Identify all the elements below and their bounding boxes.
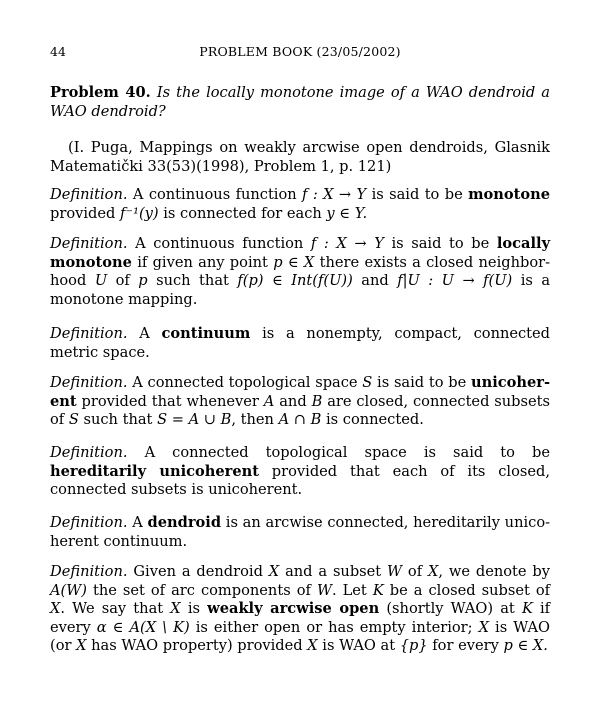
math: X: [170, 600, 181, 618]
math: W: [316, 581, 332, 599]
text: of: [407, 563, 423, 580]
text: A continuous function: [132, 186, 297, 203]
text: is either open or has empty interior;: [195, 618, 473, 636]
text: is WAO (or: [50, 618, 550, 655]
problem-question: Is the locally monotone image of a WAO dendroid a WAO dendroid?: [50, 84, 550, 120]
defined-term: monotone: [50, 253, 132, 271]
text: , then: [231, 411, 274, 429]
definition-label: Definition.: [50, 514, 128, 531]
text: if every: [50, 600, 551, 636]
problem-label: Problem 40.: [50, 84, 151, 101]
text: (shortly WAO) at: [386, 600, 515, 618]
math: p ∈ X: [273, 253, 315, 271]
definition-unicoherent: [50, 374, 550, 430]
text: be a closed subset of: [389, 581, 551, 599]
text: is an arcwise connected, hereditarily unico-herent continuum.: [50, 514, 551, 550]
text: is said to be: [371, 186, 463, 203]
math: f⁻¹(y): [119, 204, 159, 222]
defined-term: weakly arcwise open: [207, 600, 380, 618]
math: B: [311, 392, 323, 410]
math: A: [263, 392, 275, 410]
definition-label: Definition.: [50, 235, 128, 252]
math: K: [372, 581, 384, 599]
math: X: [428, 563, 439, 580]
text: A continuous function: [135, 235, 304, 252]
text: such that: [83, 411, 153, 429]
text: is connected.: [325, 411, 424, 429]
text: if given any point: [137, 253, 268, 271]
defined-term: locally: [496, 235, 551, 252]
definition-label: Definition.: [50, 563, 128, 580]
page-header: [50, 43, 550, 61]
text: for every: [432, 637, 499, 655]
defined-term: dendroid: [147, 514, 222, 531]
text: provided that whenever: [81, 392, 259, 410]
math: X: [478, 618, 489, 636]
math: S = A ∪ B: [157, 411, 232, 429]
text: A: [139, 325, 150, 342]
definition-continuum: [50, 325, 550, 362]
text: is WAO at: [322, 637, 396, 655]
text: is connected for each: [163, 204, 322, 222]
math: W: [387, 563, 403, 580]
math: S: [362, 374, 373, 391]
text: , we denote by: [438, 563, 551, 580]
definition-wao: [50, 563, 550, 656]
text: A connected topological space: [132, 374, 358, 391]
math: X: [268, 563, 280, 580]
definition-dendroid: [50, 514, 550, 551]
math: f|U : U → f(U): [397, 272, 513, 290]
text: the set of arc components of: [92, 581, 311, 599]
math: X: [307, 637, 318, 655]
math: A(W): [50, 581, 87, 599]
text: is said to be: [391, 235, 490, 252]
math: S: [68, 411, 79, 429]
defined-term: continuum: [161, 325, 251, 342]
definition-label: Definition.: [50, 444, 128, 461]
math: p ∈ X.: [503, 637, 548, 655]
running-title: PROBLEM BOOK (23/05/2002): [199, 44, 401, 59]
text: A connected topological space is said to be: [144, 444, 550, 461]
text: Given a dendroid: [133, 563, 263, 580]
defined-term: unicoher-ent: [50, 374, 551, 410]
math: y ∈ Y.: [326, 204, 368, 222]
math: α ∈ A(X \ K): [96, 618, 190, 636]
text: A: [132, 514, 143, 531]
math: {p}: [399, 637, 428, 655]
definition-monotone: [50, 186, 550, 223]
math: X: [76, 637, 87, 655]
problem-statement: [50, 84, 550, 121]
citation: (I. Puga, Mappings on weakly arcwise open dendroids, Glasnik Matematički 33(53)(1998), Problem 1, p. 121): [50, 139, 550, 175]
text: is a monotone mapping.: [50, 272, 551, 308]
definition-label: Definition.: [50, 374, 128, 391]
text: and a subset: [285, 563, 382, 580]
math: U: [94, 272, 108, 290]
text: . We say that: [60, 600, 164, 618]
math: f(p) ∈ Int(f(U)): [237, 272, 353, 290]
text: of: [115, 272, 130, 290]
math: f : X → Y: [310, 235, 384, 252]
text: are closed, connected subsets of: [50, 392, 551, 429]
text: provided: [50, 204, 116, 222]
text: provided that each of its closed, connected subsets is unicoherent.: [50, 462, 550, 499]
definition-label: Definition.: [50, 325, 128, 342]
math: X: [50, 600, 61, 618]
defined-term: monotone: [468, 186, 550, 203]
math: A ∩ B: [278, 411, 322, 429]
definition-hereditarily-unicoherent: [50, 444, 550, 500]
math: f : X → Y: [302, 186, 367, 203]
text: there exists a closed neighbor-hood: [50, 253, 551, 290]
text: is said to be: [377, 374, 467, 391]
definition-label: Definition.: [50, 186, 128, 203]
math: K: [521, 600, 533, 618]
text: and: [361, 272, 389, 290]
defined-term: hereditarily unicoherent: [50, 462, 259, 480]
definition-locally-monotone: [50, 235, 550, 309]
text: has WAO property) provided: [91, 637, 303, 655]
text: and: [279, 392, 307, 410]
text: . Let: [331, 581, 367, 599]
math: p: [138, 272, 148, 290]
page-number: 44: [50, 44, 66, 59]
text: such that: [156, 272, 229, 290]
text: is: [187, 600, 200, 618]
text: is a nonempty, compact, connected metric space.: [50, 325, 551, 361]
